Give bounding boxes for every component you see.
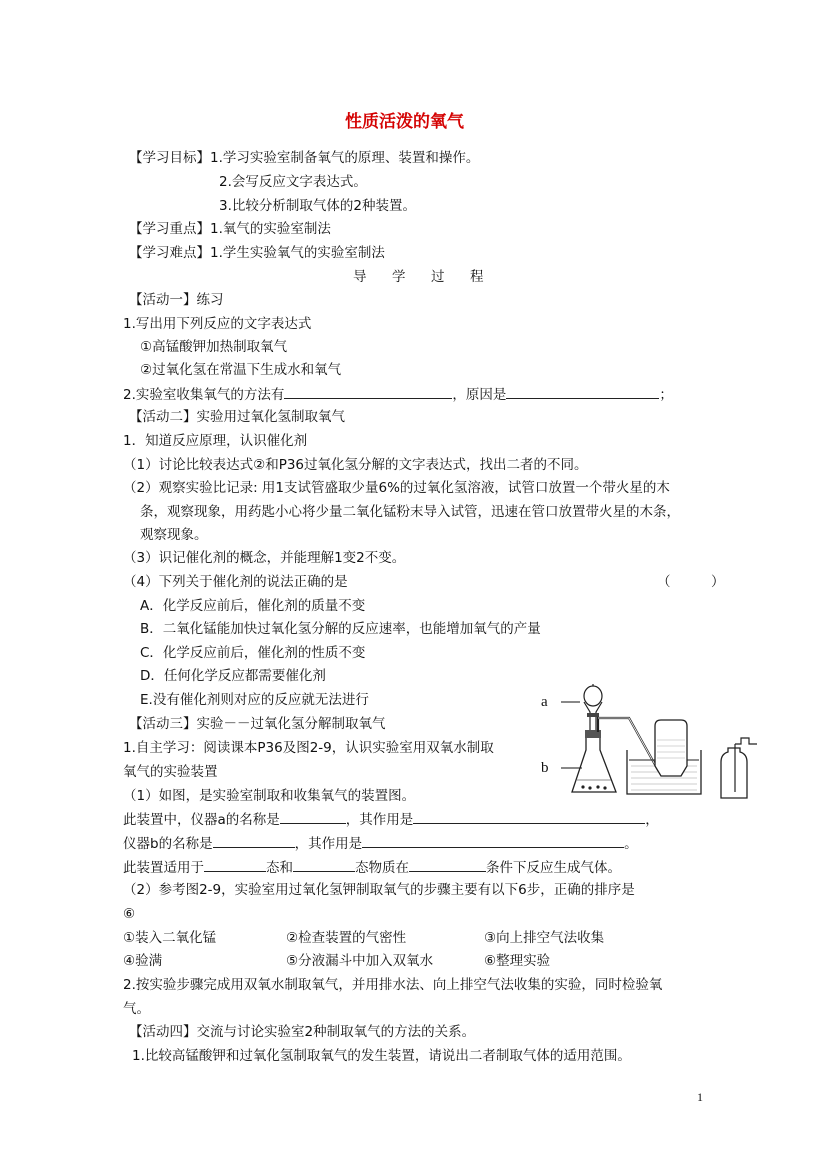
figure-label-b: b: [541, 760, 549, 776]
activity1-q1b: ②过氧化氢在常温下生成水和氧气: [140, 362, 342, 378]
process-heading: 导 学 过 程: [353, 269, 490, 285]
activity3-q2-line1: （2）参考图2-9，实验室用过氧化氢钾制取氧气的步骤主要有以下6步，正确的排序是: [123, 882, 635, 898]
activity3-heading: 【活动三】实验－－过氧化氢分解制取氧气: [129, 716, 386, 732]
answer-blank[interactable]: [204, 857, 266, 872]
activity3-q2-line2: ⑥: [123, 906, 136, 922]
activity3-p2-line2: 气。: [123, 1001, 150, 1017]
answer-blank[interactable]: [362, 833, 624, 848]
instrument-b-line: 仪器b的名称是 ，其作用是 。: [123, 833, 638, 854]
difficulty-section: [129, 243, 385, 263]
step-4: ④验满: [123, 953, 163, 969]
option-b: B．二氧化锰能加快过氧化氢分解的反应速率，也能增加氧气的产量: [140, 621, 541, 637]
goal-item-3: 3.比较分析制取气体的2种装置。: [219, 198, 416, 214]
goal-item-2: 2.会写反应文字表达式。: [219, 174, 367, 190]
activity4-heading: 【活动四】交流与讨论实验室2种制取氧气的方法的关系。: [129, 1024, 476, 1040]
figure-label-a: a: [541, 694, 548, 710]
activity3-p1-line2: 氧气的实验装置: [123, 764, 218, 780]
focus-label: 【学习重点】: [129, 221, 210, 237]
answer-blank[interactable]: [280, 809, 346, 824]
answer-blank[interactable]: [409, 857, 486, 872]
step-2: ②检查装置的气密性: [286, 930, 407, 946]
activity1-q1: 1.写出用下列反应的文字表达式: [123, 316, 312, 332]
activity3-p2-line1: 2.按实验步骤完成用双氧水制取氧气，并用排水法、向上排空气法收集的实验，同时检验氧: [123, 977, 663, 993]
activity2-heading: 【活动二】实验用过氧化氢制取氧气: [129, 409, 345, 425]
activity3-p1-line1: 1.自主学习：阅读课本P36及图2-9，认识实验室用双氧水制取: [123, 740, 494, 756]
activity2-s1: （1）讨论比较表达式②和P36过氧化氢分解的文字表达式，找出二者的不同。: [123, 457, 588, 473]
option-d: D．任何化学反应都需要催化剂: [140, 668, 326, 684]
step-5: ⑤分液漏斗中加入双氧水: [286, 953, 434, 969]
apparatus-figure: [535, 680, 785, 805]
option-c: C．化学反应前后，催化剂的性质不变: [140, 645, 366, 661]
focus-text: 1.氧气的实验室制法: [210, 221, 331, 237]
goal-item-1: 1.学习实验室制备氧气的原理、装置和操作。: [210, 150, 480, 166]
answer-paren[interactable]: （ ）: [657, 574, 725, 590]
difficulty-label: 【学习难点】: [129, 245, 210, 261]
answer-blank[interactable]: [213, 833, 295, 848]
activity2-s3: （3）识记催化剂的概念，并能理解1变2不变。: [123, 550, 406, 566]
activity2-s4: （4）下列关于催化剂的说法正确的是: [123, 574, 348, 590]
activity1-q2: 2.实验室收集氧气的方法有 ，原因是 ；: [123, 384, 673, 405]
instrument-a-line: 此装置中，仪器a的名称是 ，其作用是 ，: [123, 809, 659, 830]
option-e: E.没有催化剂则对应的反应就无法进行: [140, 692, 369, 708]
step-3: ③向上排空气法收集: [484, 930, 605, 946]
difficulty-text: 1.学生实验氧气的实验室制法: [210, 245, 385, 261]
step-6: ⑥整理实验: [484, 953, 551, 969]
focus-section: [129, 219, 331, 239]
activity2-p1: 1．知道反应原理，认识催化剂: [123, 433, 308, 449]
activity1-q1a: ①高锰酸钾加热制取氧气: [140, 339, 288, 355]
activity2-s2-line3: 观察现象。: [140, 527, 208, 543]
answer-blank[interactable]: [293, 857, 355, 872]
answer-blank[interactable]: [413, 809, 645, 824]
activity3-q1: （1）如图，是实验室制取和收集氧气的装置图。: [123, 788, 416, 804]
answer-blank[interactable]: [284, 384, 452, 399]
goals-label: 【学习目标】: [129, 150, 210, 166]
page-number: 1: [697, 1090, 703, 1104]
activity2-s2-line2: 条，观察现象，用药匙小心将少量二氧化锰粉末导入试管，迅速在管口放置带火星的木条，: [140, 504, 680, 520]
option-a: A．化学反应前后，催化剂的质量不变: [140, 598, 366, 614]
activity1-heading: 【活动一】练习: [129, 292, 224, 308]
page-title: 性质活泼的氧气: [345, 112, 464, 132]
activity4-p1: 1.比较高锰酸钾和过氧化氢制取氧气的发生装置，请说出二者制取气体的适用范围。: [132, 1048, 631, 1064]
suitability-line: 此装置适用于 态和 态物质在 条件下反应生成气体。: [123, 857, 621, 878]
step-1: ①装入二氧化锰: [123, 930, 217, 946]
activity2-s2-line1: （2）观察实验比记录: 用1支试管盛取少量6%的过氧化氢溶液，试管口放置一个带火星的木: [123, 480, 670, 496]
answer-blank[interactable]: [506, 384, 659, 399]
goals-section: [129, 148, 479, 168]
